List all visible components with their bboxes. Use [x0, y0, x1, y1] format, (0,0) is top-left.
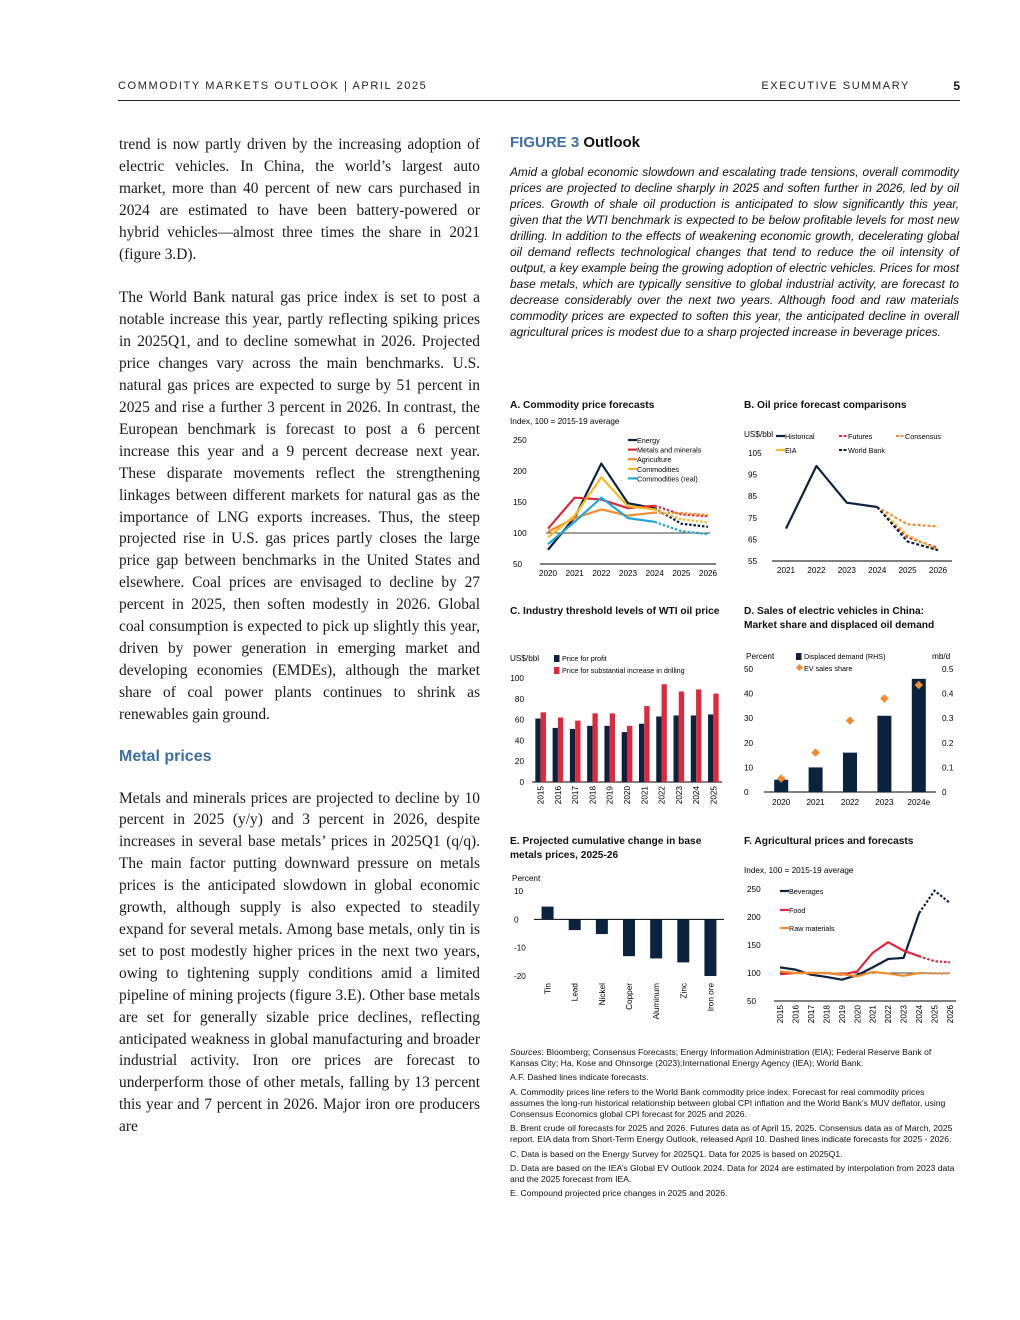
chart-f-svg [744, 866, 960, 1044]
bar-price-for-profit [691, 715, 696, 782]
legend-label: Consensus [905, 432, 941, 441]
legend-label: EV sales share [804, 664, 853, 673]
bar-price-for-profit [535, 719, 540, 782]
note-e: E. Compound projected price changes in 2025 and 2026. [510, 1188, 728, 1199]
x-tick-label: 2023 [674, 786, 684, 805]
body-paragraph: Metals and minerals prices are projected to decline by 10 percent in 2025 (y/y) and 3 percent in 2026, despite increases in several base metals’ prices in 2025Q1 (q/q). The main factor putting downward pressure on metals prices is the anticipated slowdown in global economic growth, although supply is also expected to steadily expand for several metals. Among base metals, only tin is set to post modestly higher prices in the next two years, owing to tightening supply conditions amid a limited pipeline of mining projects (figure 3.E). Other base metals are set for generally sizable price declines, reflecting anticipated weakness in global manufacturing and broader industrial activity. Iron ore prices are forecast to underperform those of other metals, falling by 13 percent this year and 7 percent in 2026. Major iron ore producers are [119, 789, 480, 1136]
legend-swatch [554, 667, 560, 674]
x-tick-label: 2026 [698, 569, 718, 578]
legend-label: Price for substantial increase in drilling [562, 666, 685, 675]
bar-nickel [596, 919, 608, 934]
y-tick-label: -10 [514, 943, 526, 953]
x-tick-label: 2016 [553, 786, 563, 805]
y-tick-label: 20 [514, 757, 524, 767]
y2-tick-label: 0.1 [942, 763, 954, 773]
chart-panel-b [744, 399, 960, 589]
x-tick-label: Aluminum [652, 983, 662, 1020]
bar-price-for-profit [656, 716, 661, 782]
x-tick-label: 2024 [915, 1005, 925, 1024]
x-tick-label: 2020 [623, 786, 632, 805]
y-tick-label: 10 [514, 887, 524, 896]
note-d: D. Data are based on the IEA’s Global EV Outlook 2024. Data for 2024 are estimated by interpolation from 2023 data and the 2025 forecast from IEA. [510, 1162, 955, 1185]
bar-price-for-drilling [644, 706, 649, 782]
x-tick-label: 2024 [645, 569, 664, 578]
legend-label: Price for profit [562, 654, 607, 663]
bar-price-for-profit [553, 728, 558, 782]
x-tick-label: 2020 [853, 1005, 863, 1024]
x-tick-label: 2023 [837, 566, 856, 575]
y-tick-label: 85 [748, 492, 758, 502]
x-tick-label: 2017 [571, 786, 581, 805]
body-text-column [119, 134, 480, 1160]
y-axis-label: Index, 100 = 2015-19 average [744, 866, 854, 875]
x-tick-label: Iron ore [706, 983, 716, 1012]
y2-tick-label: 0 [942, 788, 947, 797]
x-tick-label: 2021 [868, 1005, 878, 1024]
series-forecast-commodities [655, 509, 708, 522]
series-forecast-food [919, 956, 950, 962]
figure-number: FIGURE 3 [510, 134, 580, 151]
bar-price-for-profit [674, 715, 679, 782]
note-af: A.F. Dashed lines indicate forecasts. [510, 1072, 649, 1083]
chart-a-svg [510, 417, 730, 591]
section-title: EXECUTIVE SUMMARY [761, 80, 910, 92]
legend-label: Historical [785, 432, 815, 441]
x-tick-label: 2022 [592, 569, 611, 578]
note-c: C. Data is based on the Energy Survey for 2025Q1. Data for 2025 is based on 2025Q1. [510, 1148, 843, 1159]
x-tick-label: 2026 [928, 566, 948, 575]
chart-title: E. Projected cumulative change in base metals prices, 2025-26 [510, 836, 702, 861]
x-tick-label: 2015 [776, 1005, 785, 1024]
bar-price-for-profit [604, 726, 609, 782]
legend-label: World Bank [848, 446, 886, 455]
chart-title: A. Commodity price forecasts [510, 400, 655, 411]
figure-name: Outlook [583, 134, 641, 151]
bar-copper [623, 919, 635, 956]
y-tick-label: 0 [514, 915, 519, 925]
x-tick-label: 2021 [640, 786, 650, 805]
x-tick-label: 2026 [946, 1005, 955, 1024]
y-tick-label: 95 [748, 470, 758, 480]
bar-price-for-profit [570, 729, 575, 782]
y-tick-label: 250 [513, 436, 527, 445]
bar-price-for-profit [639, 724, 644, 782]
legend-swatch [554, 655, 560, 662]
y-tick-label: 250 [747, 885, 761, 894]
bar-aluminum [650, 919, 662, 958]
x-tick-label: Copper [625, 983, 634, 1010]
bar-price-for-profit [622, 732, 627, 782]
legend-label: Agriculture [637, 455, 672, 465]
y-tick-label: 75 [748, 513, 758, 523]
bar-displaced-demand [877, 716, 891, 792]
chart-panel-c [510, 605, 730, 820]
bar-price-for-drilling [662, 684, 667, 782]
x-tick-label: 2019 [837, 1005, 847, 1024]
y-tick-label: 100 [513, 529, 527, 538]
legend-swatch [796, 653, 802, 660]
bar-price-for-drilling [558, 718, 563, 782]
y-axis-label: US$/bbl [510, 654, 540, 663]
figure-title [510, 134, 959, 151]
bar-price-for-drilling [679, 692, 684, 782]
chart-b-svg [744, 421, 960, 591]
y-tick-label: 80 [514, 694, 524, 704]
y-axis-label: Percent [512, 874, 541, 883]
series-line-consensus [877, 507, 938, 526]
x-tick-label: Zinc [679, 983, 689, 999]
y-tick-label: 0 [744, 788, 749, 797]
figure-block [510, 134, 959, 340]
chart-e-svg [510, 869, 730, 1044]
x-tick-label: 2025 [672, 569, 691, 578]
bar-lead [569, 919, 581, 930]
x-tick-label: 2022 [840, 798, 860, 807]
chart-title: C. Industry threshold levels of WTI oil price [510, 606, 720, 617]
y2-tick-label: 0.4 [942, 689, 954, 699]
marker-ev-sales-share [811, 748, 819, 756]
bar-price-for-drilling [575, 721, 580, 782]
y-tick-label: 10 [744, 763, 754, 773]
y-tick-label: 60 [514, 715, 524, 725]
sources-text: : Bloomberg; Consensus Forecasts; Energy Information Administration (EIA); Federal Reserve Bank of Kansas City; Ha, Kose and Ohnsorge (2023);International Energy Agency (IEA); World Bank. [510, 1047, 932, 1069]
x-tick-label: 2015 [536, 786, 546, 805]
chart-panel-e [510, 835, 730, 1040]
y-tick-label: 100 [510, 674, 524, 683]
legend-swatch [796, 664, 803, 671]
y-tick-label: 55 [748, 557, 758, 566]
series-line-commodities [548, 477, 655, 537]
y-tick-label: 150 [747, 941, 761, 950]
x-tick-label: 2021 [806, 798, 825, 807]
figure-description: Amid a global economic slowdown and escalating trade tensions, overall commodity prices are projected to decline sharply in 2025 and soften further in 2026, led by oil prices. Growth of shale oil production is anticipated to slow significantly this year, given that the WTI benchmark is expected to be below profitable levels for most new drilling. In addition to the effects of weakening economic growth, decelerating global oil demand reflects technological changes that tend to reduce the oil intensity of output, a key example being the growing adoption of electric vehicles. Prices for most base metals, which are typically sensitive to global industrial activity, are forecast to decrease considerably over the next two years. Although food and raw materials commodity prices are expected to soften this year, the anticipated decline in overall agricultural prices is modest due to a sharp projected increase in beverage prices. [510, 165, 959, 339]
figure-notes [510, 1047, 960, 1202]
publication-title: COMMODITY MARKETS OUTLOOK | APRIL 2025 [118, 80, 428, 92]
y2-tick-label: 0.2 [942, 738, 954, 748]
legend-label: Commodities (real) [637, 474, 698, 484]
series-forecast-energy [655, 508, 708, 527]
legend-label: Metals and minerals [637, 445, 702, 455]
bar-price-for-drilling [696, 689, 701, 782]
x-tick-label: 2020 [772, 798, 791, 807]
y-tick-label: 150 [513, 498, 527, 507]
chart-title: B. Oil price forecast comparisons [744, 400, 907, 411]
sources-label: Sources [510, 1047, 542, 1057]
bar-price-for-profit [587, 726, 592, 782]
x-tick-label: 2025 [898, 566, 917, 575]
bar-price-for-profit [708, 714, 713, 782]
legend-label: Food [789, 906, 806, 915]
page-number: 5 [953, 79, 960, 93]
x-tick-label: 2023 [618, 569, 638, 578]
y2-tick-label: 0.3 [942, 714, 954, 724]
legend-label: Raw materials [789, 924, 835, 933]
legend-label: Futures [848, 432, 873, 441]
x-tick-label: 2021 [565, 569, 584, 578]
body-paragraph: The World Bank natural gas price index is set to post a notable increase this year, partly reflecting spiking prices in 2025Q1, and to decline somewhat in 2026. Projected price changes vary across the main benchmarks. U.S. natural gas prices are expected to surge by 51 percent in 2025 and rise a further 3 percent in 2026. In contrast, the European benchmark is forecast to post a 6 percent increase this year and a 9 percent decrease next year. These disparate movements reflect the strengthening linkages between different markets for natural gas as the importance of LNG exports increases. Thus, the steep projected rise in U.S. gas prices partly closes the large price gap between benchmarks in the United States and elsewhere. Coal prices are envisaged to decline by 27 percent in 2025, then soften modestly in 2026. Global coal consumption is expected to pick up slightly this year, driven by power generation in emerging market and developing economies (EMDEs), although the market share of coal power plants continues to shrink as renewables gain ground. [119, 289, 480, 723]
x-tick-label: 2019 [605, 786, 615, 805]
y2-axis-label: mb/d [932, 652, 951, 661]
bar-price-for-drilling [610, 713, 615, 782]
chart-panel-a [510, 399, 730, 589]
note-b: B. Brent crude oil forecasts for 2025 and 2026. Futures data as of April 15, 2025. Consensus data as of March, 2025 report. EIA data from Short-Term Energy Outlook, released April 10. Dashed lines indicate forecasts for 2025 - 2026. [510, 1123, 953, 1145]
legend-label: Commodities [637, 464, 679, 474]
marker-ev-sales-share [846, 716, 854, 724]
legend-label: EIA [785, 446, 797, 455]
x-tick-label: 2023 [875, 798, 894, 807]
bar-price-for-drilling [592, 713, 597, 782]
y-axis-label: Percent [746, 652, 775, 661]
x-tick-label: 2018 [588, 786, 598, 805]
bar-displaced-demand [912, 679, 926, 792]
x-tick-label: Nickel [597, 983, 607, 1006]
y-tick-label: 100 [747, 969, 761, 978]
y-tick-label: 40 [744, 689, 754, 699]
series-forecast-beverages [919, 891, 950, 913]
section-heading: Metal prices [119, 747, 212, 765]
y-tick-label: 105 [748, 449, 762, 458]
x-tick-label: 2024 [868, 566, 887, 575]
y-tick-label: 200 [747, 913, 761, 922]
y-axis-label: US$/bbl [744, 430, 774, 439]
x-tick-label: 2024e [907, 798, 931, 807]
legend-label: Displaced demand (RHS) [804, 652, 886, 661]
bar-price-for-drilling [713, 694, 718, 782]
y-tick-label: 0 [519, 778, 524, 787]
x-tick-label: 2024 [692, 786, 702, 805]
bar-zinc [677, 919, 689, 962]
x-tick-label: 2025 [709, 786, 719, 805]
x-tick-label: 2016 [791, 1005, 801, 1024]
x-tick-label: 2022 [807, 566, 826, 575]
bar-displaced-demand [809, 767, 823, 792]
marker-ev-sales-share [880, 694, 888, 702]
x-tick-label: 2020 [538, 569, 558, 578]
y2-tick-label: 0.5 [942, 665, 954, 674]
note-a: A. Commodity prices line refers to the World Bank commodity price index. Forecast for real commodity prices assumes the long-run historical relationship between global CPI inflation and the World Bank’s MUV deflator, using Consensus Economics global CPI forecast for 2025 and 2026. [510, 1086, 946, 1120]
y-tick-label: 200 [513, 467, 527, 476]
y-tick-label: 50 [513, 560, 523, 569]
y-tick-label: 65 [748, 535, 758, 545]
chart-c-svg [510, 649, 730, 829]
chart-panel-f [744, 835, 960, 1040]
bar-price-for-drilling [627, 726, 632, 782]
series-line-historical [786, 466, 877, 529]
x-tick-label: 2025 [930, 1005, 940, 1024]
x-tick-label: Lead [570, 983, 580, 1002]
x-tick-label: 2021 [776, 566, 796, 575]
y-axis-label: Index, 100 = 2015-19 average [510, 417, 620, 426]
chart-panel-d [744, 605, 960, 820]
x-tick-label: 2017 [806, 1005, 816, 1024]
running-header [118, 80, 960, 101]
legend-label: Energy [637, 436, 660, 445]
y-tick-label: 20 [744, 738, 754, 748]
sources-note [510, 1047, 960, 1069]
y-tick-label: 30 [744, 714, 754, 724]
bar-tin [542, 907, 554, 920]
legend-label: Beverages [789, 887, 824, 896]
x-tick-label: 2022 [657, 786, 667, 805]
bar-price-for-drilling [541, 712, 546, 782]
x-tick-label: 2022 [884, 1005, 894, 1024]
x-tick-label: Tin [543, 983, 553, 995]
bar-iron-ore [704, 919, 716, 976]
chart-title: F. Agricultural prices and forecasts [744, 836, 914, 847]
y-tick-label: -20 [514, 972, 526, 981]
body-paragraph: trend is now partly driven by the increasing adoption of electric vehicles. In China, the world’s largest auto market, more than 40 percent of new cars purchased in 2024 are estimated to have been battery-powered or hybrid vehicles—almost three times the share in 2021 (figure 3.D). [119, 136, 480, 263]
x-tick-label: 2023 [899, 1005, 909, 1024]
y-tick-label: 50 [747, 997, 757, 1006]
y-tick-label: 50 [744, 665, 754, 674]
chart-d-svg [744, 649, 960, 819]
x-tick-label: 2018 [822, 1005, 832, 1024]
y-tick-label: 40 [514, 736, 524, 746]
chart-title: D. Sales of electric vehicles in China: Market share and displaced oil demand [744, 606, 935, 631]
bar-displaced-demand [843, 753, 857, 792]
